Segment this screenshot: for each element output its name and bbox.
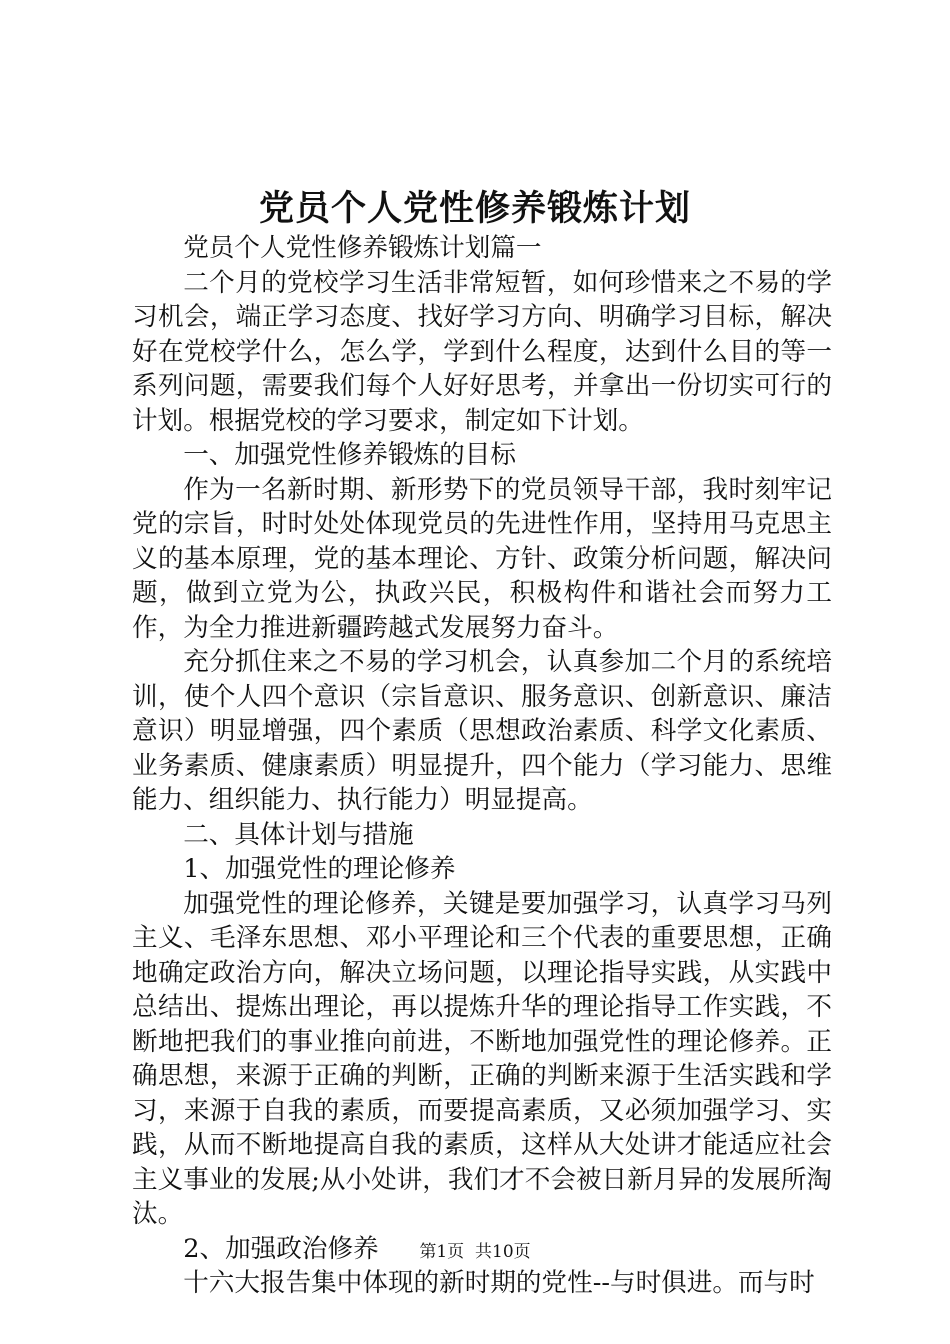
section-heading: 一、加强党性修养锻炼的目标 [183, 440, 516, 470]
page-footer [0, 1240, 950, 1264]
paragraph: 作为一名新时期、新形势下的党员领导干部，我时刻牢记党的宗旨，时时处处体现党员的先进性作用，坚持用马克思主义的基本原理，党的基本理论、方针、政策分析问题，解决问题，做到立党为公，执政兴民，积极构件和谐社会而努力工作，为全力推进新疆跨越式发展努力奋斗。 [132, 474, 832, 643]
section-heading: 党员个人党性修养锻炼计划篇一 [183, 233, 542, 263]
subsection-heading: 2、加强政治修养 [183, 1233, 379, 1264]
subsection-heading: 1、加强党性的理论修养 [183, 854, 456, 884]
paragraph: 十六大报告集中体现的新时期的党性--与时俱进。而与时 [183, 1268, 815, 1298]
page-number: 第1页 [419, 1242, 465, 1262]
section-heading: 二、具体计划与措施 [183, 819, 414, 850]
paragraph: 加强党性的理论修养，关键是要加强学习，认真学习马列主义、毛泽东思想、邓小平理论和三个代表的重要思想，正确地确定政治方向，解决立场问题，以理论指导实践，从实践中总结出、提炼出理论，再以提炼升华的理论指导工作实践，不断地把我们的事业推向前进，不断地加强党性的理论修养。正确思想，来源于正确的判断，正确的判断来源于生活实践和学习，来源于自我的素质，而要提高素质，又必须加强学习、实践，从而不断地提高自我的素质，这样从大处讲才能适应社会主义事业的发展;从小处讲，我们才不会被日新月异的发展所淘汰。 [132, 888, 832, 1229]
page-total: 共10页 [475, 1242, 531, 1262]
paragraph: 充分抓住来之不易的学习机会，认真参加二个月的系统培训，使个人四个意识（宗旨意识、服务意识、创新意识、廉洁意识）明显增强，四个素质（思想政治素质、科学文化素质、业务素质、健康素质）明显提升，四个能力（学习能力、思维能力、组织能力、执行能力）明显提高。 [132, 647, 832, 815]
paragraph: 二个月的党校学习生活非常短暂，如何珍惜来之不易的学习机会，端正学习态度、找好学习方向、明确学习目标，解决好在党校学什么，怎么学，学到什么程度，达到什么目的等一系列问题，需要我们每个人好好思考，并拿出一份切实可行的计划。根据党校的学习要求，制定如下计划。 [132, 267, 832, 436]
document-body [132, 231, 832, 1301]
document-title: 党员个人党性修养锻炼计划 [258, 188, 691, 229]
